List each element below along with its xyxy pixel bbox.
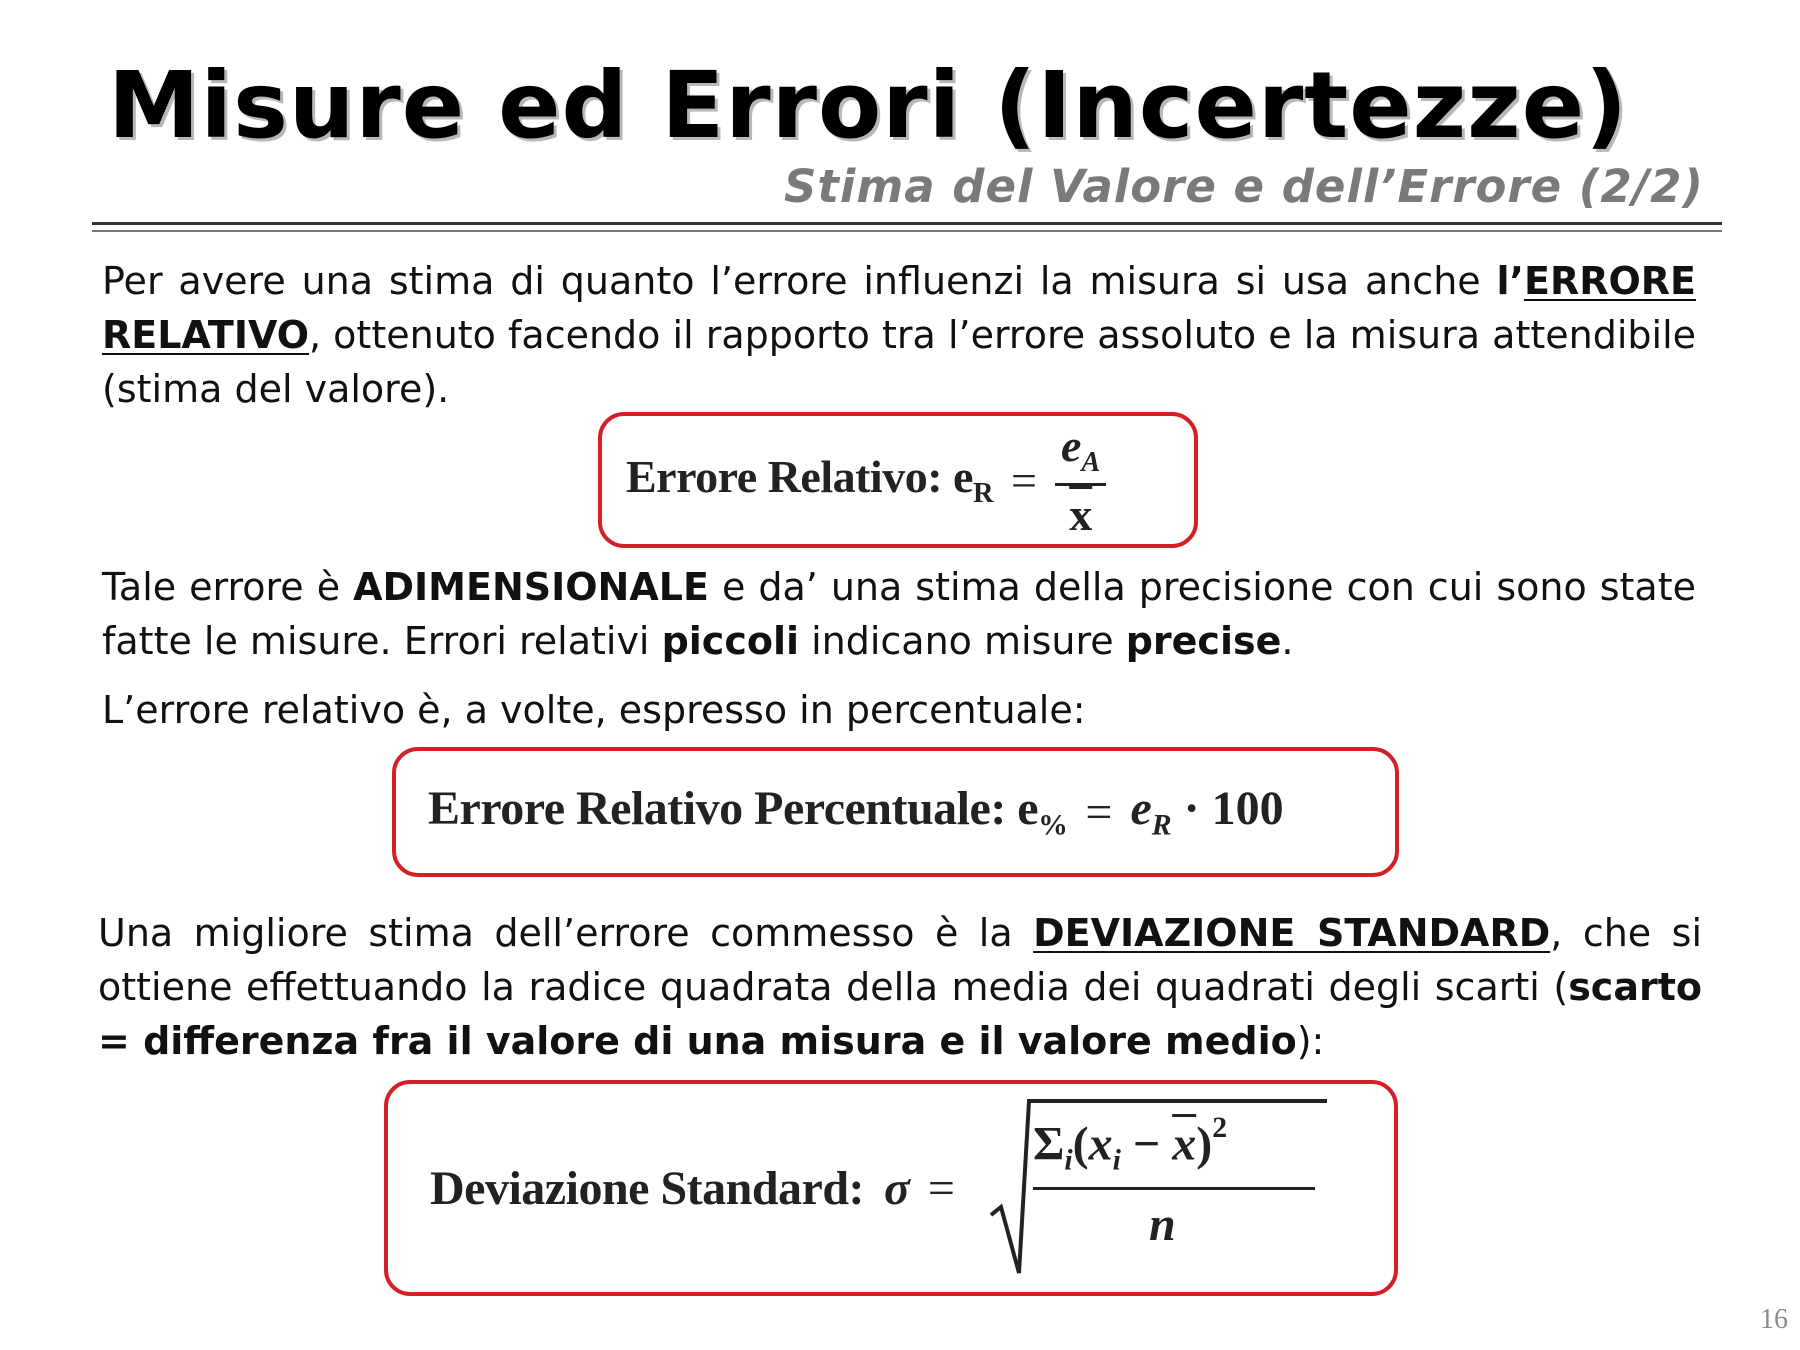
sigma-symbol: σ: [884, 1161, 910, 1215]
header-divider: [92, 222, 1722, 232]
formula-relative-error: [598, 412, 1198, 548]
sd-numerator: $\Sigma_i(x_i - \overline{x})^2$: [1032, 1111, 1228, 1177]
term-precise: precise: [1125, 619, 1282, 663]
slide-title: Misure ed Errori (Incertezze): [108, 52, 1629, 159]
fraction-ea-over-xbar: $\frac{e_A}{x}$: [1055, 419, 1106, 541]
page-number: 16: [1760, 1304, 1788, 1335]
paragraph-standard-deviation: Una migliore stima dell’errore commesso è la DEVIAZIONE STANDARD, che si ottiene effettuando la radice quadrata della media dei quadrati degli scarti (scarto = differenza fra il valore di una misura e il valore medio):: [98, 911, 1702, 1063]
term-relative-error: ERRORE RELATIVO: [102, 259, 1696, 357]
paragraph-relative-error-intro: Per avere una stima di quanto l’errore influenzi la misura si usa anche l’ERRORE RELATIVO, ottenuto facendo il rapporto tra l’errore assoluto e la misura attendibile (stima del valore).: [102, 259, 1696, 411]
term-standard-deviation: DEVIAZIONE STANDARD: [1033, 911, 1551, 955]
term-relative-error-prefix: l’: [1496, 259, 1524, 303]
paragraph-percentage: L’errore relativo è, a volte, espresso in percentuale:: [102, 688, 1086, 732]
square-root: [989, 1097, 1329, 1279]
slide-subtitle: Stima del Valore e dell’Errore (2/2): [784, 160, 1704, 213]
formula-sd-label: Deviazione Standard:: [430, 1161, 864, 1215]
equals-sign: =: [927, 1161, 955, 1215]
formula-relative-error-label: Errore Relativo: $e_R$: [626, 451, 994, 509]
sd-denominator: n: [1148, 1198, 1176, 1251]
formula-percent-label: Errore Relativo Percentuale: $e_{\%}$: [428, 782, 1068, 842]
formula-percent-rhs: $e_R \cdot 100$: [1130, 782, 1284, 842]
term-dimensionless: ADIMENSIONALE: [353, 565, 709, 609]
formula-relative-error-percent: [392, 747, 1399, 877]
sd-fraction-bar: [1033, 1187, 1315, 1190]
term-small: piccoli: [661, 619, 800, 663]
equals-sign: =: [1011, 454, 1037, 506]
term-scarto-definition: scarto = differenza fra il valore di una misura e il valore medio: [98, 965, 1702, 1063]
equals-sign: =: [1085, 785, 1113, 839]
paragraph-dimensionless: Tale errore è ADIMENSIONALE e da’ una stima della precisione con cui sono state fatte le misure. Errori relativi piccoli indicano misure precise.: [102, 565, 1696, 663]
formula-standard-deviation: [384, 1080, 1398, 1296]
